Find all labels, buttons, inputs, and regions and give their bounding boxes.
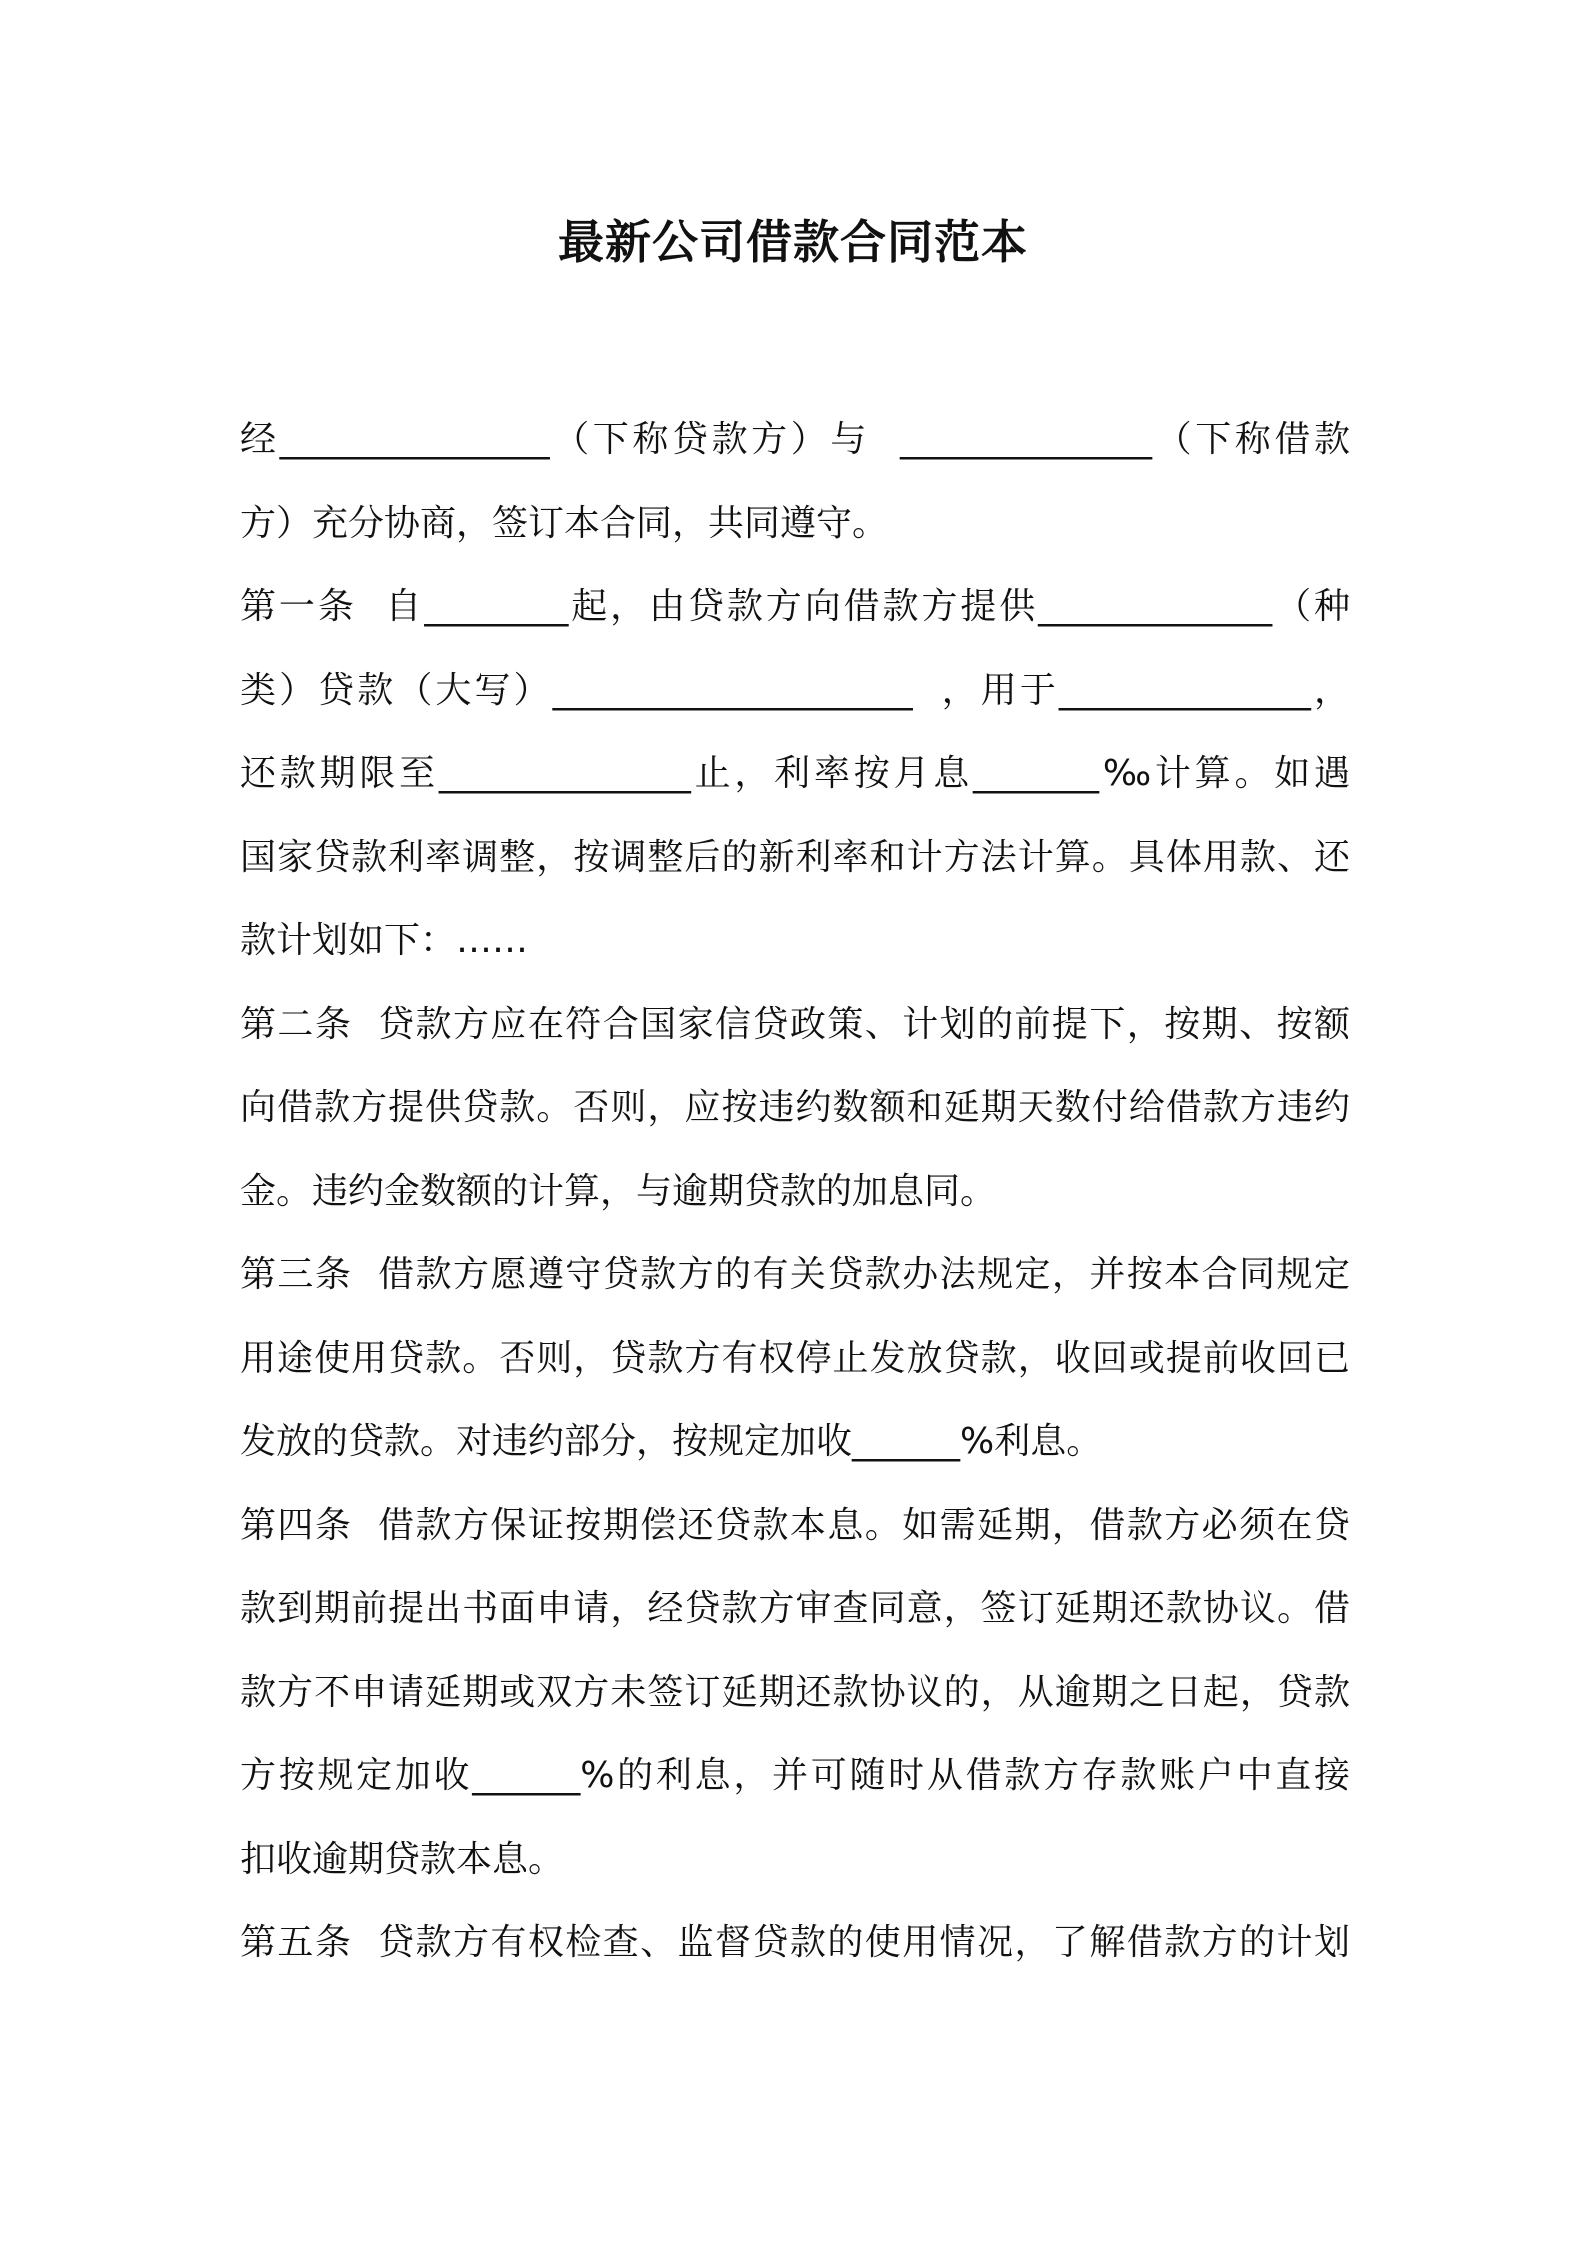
body-line: 金。违约金数额的计算，与逾期贷款的加息同。 <box>240 1171 997 1212</box>
body-line: 还款期限至______________止，利率按月息_______‰计算。如遇 <box>240 753 1350 794</box>
body-line: 第一条 自________起，由贷款方向借款方提供_____________（种 <box>240 586 1350 627</box>
body-line: 第四条 借款方保证按期偿还贷款本息。如需延期，借款方必须在贷 <box>240 1505 1350 1546</box>
body-line: 方按规定加收______%的利息，并可随时从借款方存款账户中直接 <box>240 1755 1350 1796</box>
body-line: 用途使用贷款。否则，贷款方有权停止发放贷款，收回或提前收回已 <box>240 1338 1350 1379</box>
document-title: 最新公司借款合同范本 <box>558 215 1028 269</box>
body-line: 方）充分协商，签订本合同，共同遵守。 <box>240 503 889 544</box>
body-line: 第二条 贷款方应在符合国家信贷政策、计划的前提下，按期、按额 <box>240 1004 1350 1045</box>
body-line: 向借款方提供贷款。否则，应按违约数额和延期天数付给借款方违约 <box>240 1087 1350 1128</box>
body-line: 扣收逾期贷款本息。 <box>240 1839 565 1880</box>
body-line: 发放的贷款。对违约部分，按规定加收______%利息。 <box>240 1421 1103 1462</box>
body-line: 款计划如下：…… <box>240 920 529 961</box>
body-line: 类）贷款（大写）____________________ ，用于______________， <box>240 670 1350 711</box>
body-line: 第五条 贷款方有权检查、监督贷款的使用情况，了解借款方的计划 <box>240 1922 1350 1963</box>
body-line: 第三条 借款方愿遵守贷款方的有关贷款办法规定，并按本合同规定 <box>240 1254 1350 1295</box>
body-line: 款到期前提出书面申请，经贷款方审查同意，签订延期还款协议。借 <box>240 1588 1350 1629</box>
body-line: 经_______________（下称贷款方）与 ______________（下称借款 <box>240 419 1350 460</box>
body-line: 国家贷款利率调整，按调整后的新利率和计方法计算。具体用款、还 <box>240 837 1350 878</box>
body-line: 款方不申请延期或双方未签订延期还款协议的，从逾期之日起，贷款 <box>240 1672 1350 1713</box>
